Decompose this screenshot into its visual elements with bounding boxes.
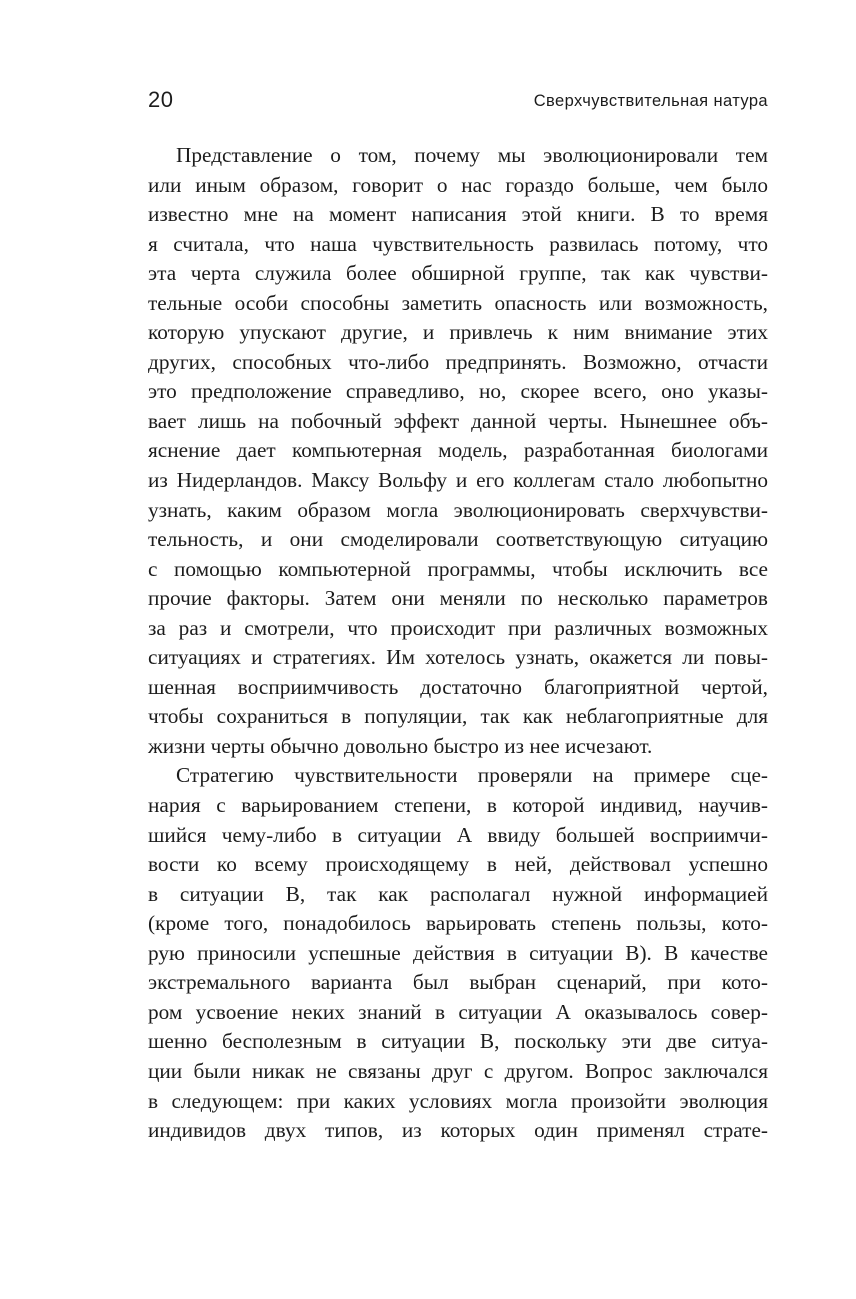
- text-line: ситуациях и стратегиях. Им хотелось узнать, окажется ли повы-: [148, 645, 768, 670]
- text-line: вает лишь на побочный эффект данной черты. Нынешнее объ-: [148, 408, 768, 433]
- text-line: вости ко всему происходящему в ней, действовал успешно: [148, 852, 768, 877]
- text-line: жизни черты обычно довольно быстро из нее исчезают.: [148, 733, 653, 758]
- text-line: шийся чему-либо в ситуации А ввиду большей восприимчи-: [148, 822, 768, 847]
- text-line: ром усвоение неких знаний в ситуации А оказывалось совер-: [148, 999, 768, 1024]
- text-line: других, способных что-либо предпринять. Возможно, отчасти: [148, 349, 768, 374]
- text-line: ции были никак не связаны друг с другом. Вопрос заключался: [148, 1058, 768, 1083]
- text-line: я считала, что наша чувствительность развилась потому, что: [148, 231, 768, 256]
- paragraph-1: [148, 141, 768, 761]
- text-line: из Нидерландов. Максу Вольфу и его коллегам стало любопытно: [148, 468, 768, 493]
- text-line: Стратегию чувствительности проверяли на примере сце-: [176, 763, 768, 788]
- running-title: Сверхчувствительная натура: [533, 92, 768, 110]
- text-line: нария с варьированием степени, в которой индивид, научив-: [148, 793, 768, 818]
- text-line: Представление о том, почему мы эволюционировали тем: [176, 143, 768, 167]
- text-line: яснение дает компьютерная модель, разработанная биологами: [148, 438, 768, 463]
- page-number: 20: [148, 87, 174, 112]
- text-line: тельные особи способны заметить опасность или возможность,: [148, 290, 768, 315]
- text-line: шенная восприимчивость достаточно благоприятной чертой,: [148, 674, 768, 699]
- text-line: которую упускают другие, и привлечь к ним внимание этих: [148, 320, 768, 345]
- text-line: это предположение справедливо, но, скорее всего, оно указы-: [148, 379, 768, 404]
- text-line: (кроме того, понадобилось варьировать степень пользы, кото-: [148, 911, 768, 936]
- text-line: тельность, и они смоделировали соответствующую ситуацию: [148, 527, 768, 552]
- text-line: или иным образом, говорит о нас гораздо больше, чем было: [148, 172, 768, 197]
- text-line: эта черта служила более обширной группе, так как чувстви-: [148, 261, 768, 286]
- text-line: узнать, каким образом могла эволюционировать сверхчувстви-: [148, 497, 768, 522]
- text-line: рую приносили успешные действия в ситуации В). В качестве: [148, 940, 768, 965]
- text-line: за раз и смотрели, что происходит при различных возможных: [148, 615, 768, 640]
- text-line: в следующем: при каких условиях могла произойти эволюция: [148, 1088, 768, 1113]
- text-line: шенно бесполезным в ситуации В, поскольку эти две ситуа-: [148, 1029, 768, 1054]
- text-line: чтобы сохраниться в популяции, так как неблагоприятные для: [148, 704, 768, 729]
- text-line: индивидов двух типов, из которых один применял страте-: [148, 1118, 768, 1143]
- text-line: экстремального варианта был выбран сценарий, при кото-: [148, 970, 768, 995]
- body-text: [148, 141, 768, 1146]
- text-line: в ситуации В, так как располагал нужной информацией: [148, 881, 768, 906]
- text-line: известно мне на момент написания этой книги. В то время: [148, 202, 768, 227]
- text-line: с помощью компьютерной программы, чтобы исключить все: [148, 556, 768, 581]
- text-line: прочие факторы. Затем они меняли по несколько параметров: [148, 586, 768, 611]
- paragraph-2: [148, 761, 768, 1145]
